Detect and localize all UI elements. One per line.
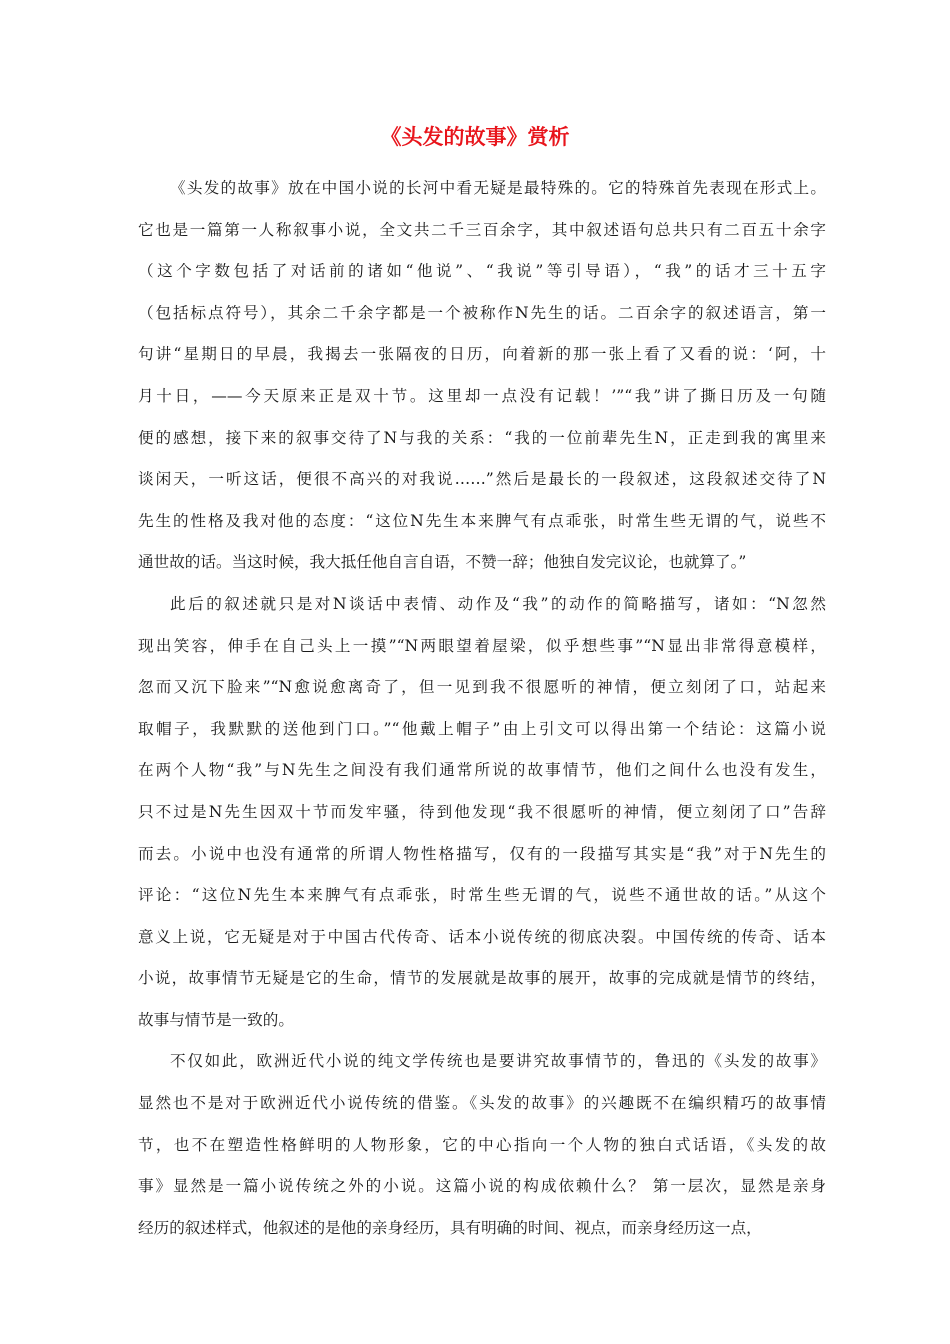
paragraph-line: 此后的叙述就只是对N谈话中表情、动作及“我”的动作的简略描写，诸如：“N忽然 [170,594,826,613]
paragraph-line: 现出笑容，伸手在自己头上一摸”“N两眼望着屋梁，似乎想些事”“N显出非常得意模样， [138,636,826,655]
document-body [138,168,826,1249]
paragraph-line: 只不过是N先生因双十节而发牢骚，待到他发现“我不很愿听的神情，便立刻闭了口”告辞 [138,802,826,821]
paragraph-line: 显然也不是对于欧洲近代小说传统的借鉴。《头发的故事》的兴趣既不在编织精巧的故事情 [138,1094,826,1113]
paragraph-line: 而去。小说中也没有通常的所谓人物性格描写，仅有的一段描写其实是“我”对于N先生的 [138,844,826,863]
paragraph-line: 不仅如此，欧洲近代小说的纯文学传统也是要讲究故事情节的，鲁迅的《头发的故事》 [170,1052,826,1071]
paragraph-line: 通世故的话。当这时候，我大抵任他自言自语，不赞一辞；他独自发完议论，也就算了。” [138,553,747,572]
paragraph-line: 先生的性格及我对他的态度：“这位N先生本来脾气有点乖张，时常生些无谓的气，说些不 [138,511,826,530]
paragraph-line: 在两个人物“我”与N先生之间没有我们通常所说的故事情节，他们之间什么也没有发生， [138,761,826,780]
paragraph-line: 经历的叙述样式，他叙述的是他的亲身经历，具有明确的时间、视点，而亲身经历这一点， [138,1218,762,1237]
paragraph-line: 忽而又沉下脸来”“N愈说愈离奇了，但一见到我不很愿听的神情，便立刻闭了口，站起来 [138,678,826,697]
paragraph-line: 节，也不在塑造性格鲜明的人物形象，它的中心指向一个人物的独白式话语，《头发的故 [138,1135,826,1154]
paragraph-line: 它也是一篇第一人称叙事小说，全文共二千三百余字，其中叙述语句总共只有二百五十余字 [138,220,826,239]
paragraph [138,584,826,1042]
paragraph [138,1041,826,1249]
paragraph-line: （包括标点符号），其余二千余字都是一个被称作N先生的话。二百余字的叙述语言，第一 [138,303,826,322]
paragraph-line: （这个字数包括了对话前的诸如“他说”、“我说”等引导语），“我”的话才三十五字 [138,262,826,281]
paragraph-line: 故事与情节是一致的。 [138,1010,294,1029]
document-title: 《头发的故事》赏析 [380,124,570,149]
paragraph [138,168,826,584]
paragraph-line: 便的感想，接下来的叙事交待了N与我的关系：“我的一位前辈先生N，正走到我的寓里来 [138,428,826,447]
paragraph-line: 小说，故事情节无疑是它的生命，情节的发展就是故事的展开，故事的完成就是情节的终结， [138,969,826,988]
paragraph-line: 《头发的故事》放在中国小说的长河中看无疑是最特殊的。它的特殊首先表现在形式上。 [170,179,826,197]
paragraph-line: 取帽子，我默默的送他到门口。”“他戴上帽子”由上引文可以得出第一个结论：这篇小说 [138,719,826,738]
paragraph-line: 谈闲天，一听这话，便很不高兴的对我说……”然后是最长的一段叙述，这段叙述交待了N [138,470,826,489]
paragraph-line: 评论：“这位N先生本来脾气有点乖张，时常生些无谓的气，说些不通世故的话。”从这个 [138,886,826,905]
paragraph-line: 意义上说，它无疑是对于中国古代传奇、话本小说传统的彻底决裂。中国传统的传奇、话本 [138,927,826,946]
paragraph-line: 月十日，——今天原来正是双十节。这里却一点没有记载！’”“我”讲了撕日历及一句随 [138,386,826,405]
paragraph-line: 事》显然是一篇小说传统之外的小说。这篇小说的构成依赖什么？ 第一层次，显然是亲身 [138,1177,826,1196]
paragraph-line: 句讲“星期日的早晨，我揭去一张隔夜的日历，向着新的那一张上看了又看的说：‘阿，十 [138,345,826,364]
